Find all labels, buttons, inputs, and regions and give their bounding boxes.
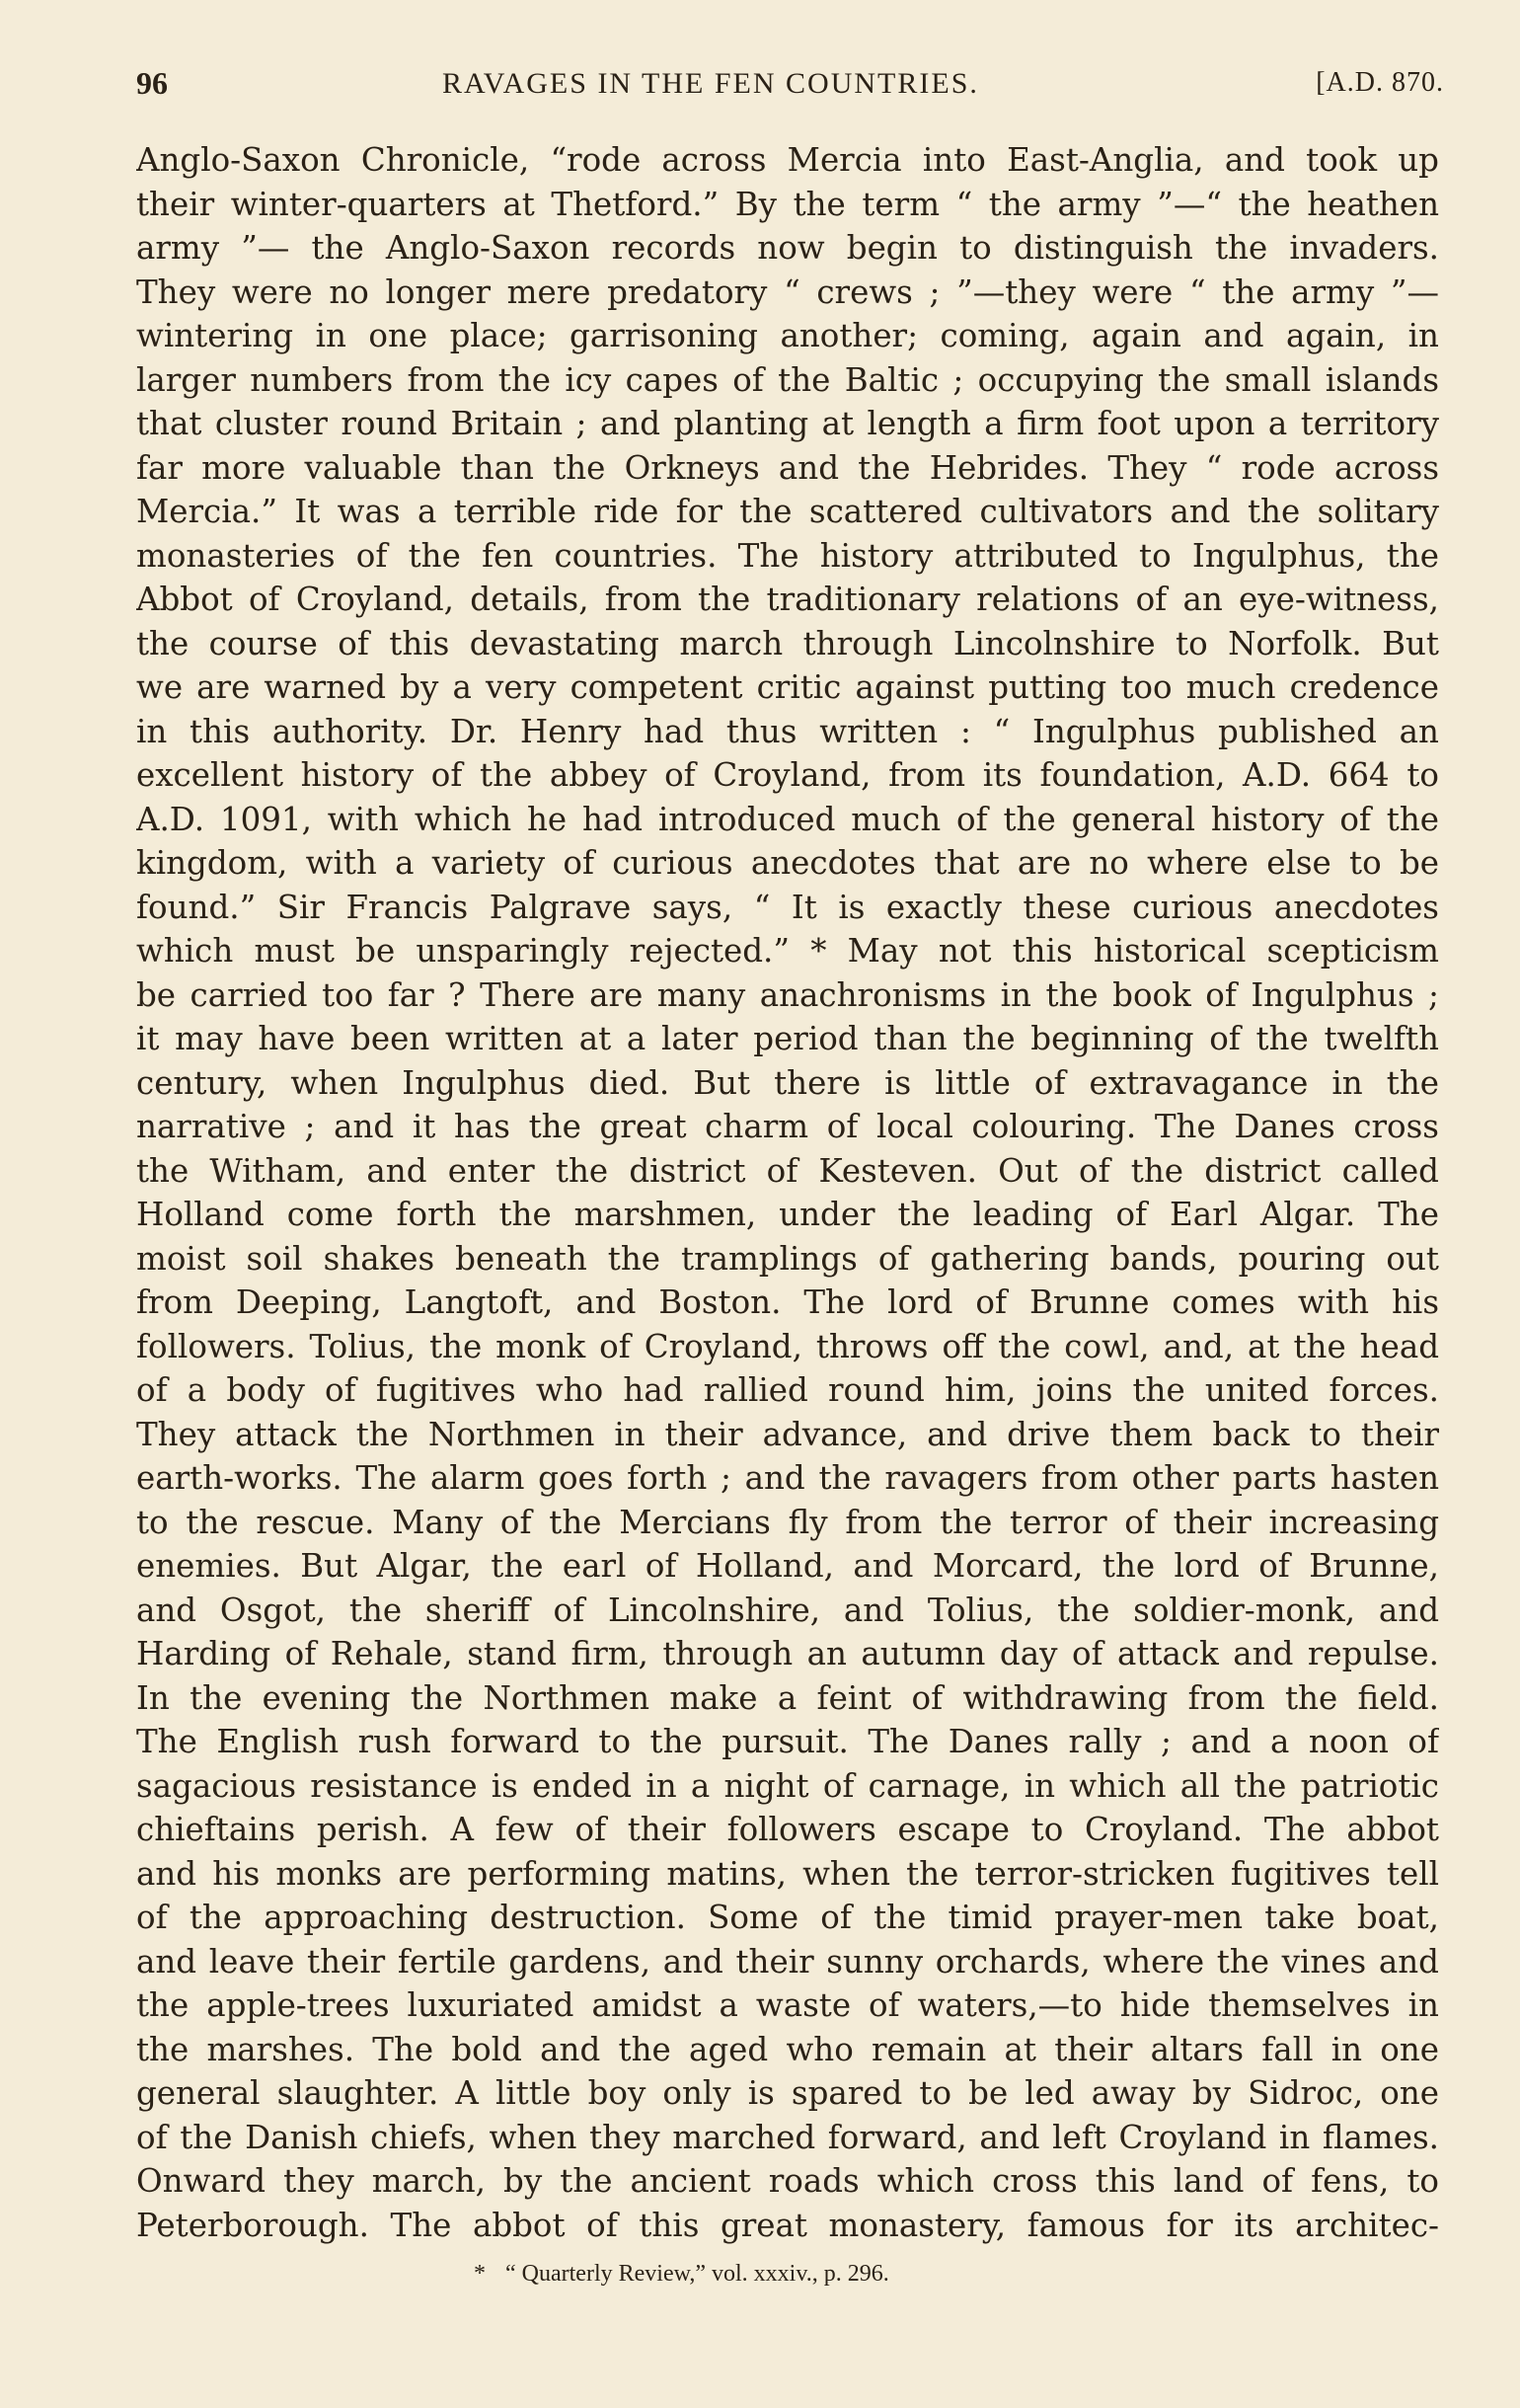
text-line: Mercia.” It was a terrible ride for the scattered cultivators and the solitary <box>136 493 1439 530</box>
text-line: be carried too far ? There are many anachronisms in the book of Ingulphus ; <box>136 975 1439 1014</box>
text-line: of the approaching destruction. Some of the timid prayer-men take boat, <box>136 1899 1439 1936</box>
text-line: chieftains perish. A few of their followers escape to Croyland. The abbot <box>136 1811 1439 1848</box>
text-line: Anglo-Saxon Chronicle, “rode across Mercia into East-Anglia, and took up <box>136 141 1439 179</box>
footnote-text: “ Quarterly Review,” vol. xxxiv., p. 296. <box>505 2261 889 2287</box>
text-line: Onward they march, by the ancient roads which cross this land of fens, to <box>136 2162 1439 2200</box>
text-line: A.D. 1091, with which he had introduced much of the general history of the <box>136 800 1439 838</box>
text-line: and leave their fertile gardens, and their sunny orchards, where the vines and <box>136 1942 1439 1981</box>
text-line: larger numbers from the icy capes of the Baltic ; occupying the small islands <box>136 360 1439 399</box>
text-line: it may have been written at a later period than the beginning of the twelfth <box>136 1020 1439 1057</box>
text-line: and his monks are performing matins, when the terror-stricken fugitives tell <box>136 1854 1439 1893</box>
footnote-mark: * <box>474 2261 486 2287</box>
text-line: and Osgot, the sheriff of Lincolnshire, and Tolius, the soldier-monk, and <box>136 1591 1439 1629</box>
text-line: excellent history of the abbey of Croyland, from its foundation, A.D. 664 to <box>136 756 1439 794</box>
date-reference: [A.D. 870. <box>1316 67 1444 98</box>
text-line: that cluster round Britain ; and planting at length a firm foot upon a territory <box>136 405 1439 442</box>
text-line: the marshes. The bold and the aged who remain at their altars fall in one <box>136 2030 1439 2068</box>
text-line: In the evening the Northmen make a feint of withdrawing from the field. <box>136 1678 1439 1717</box>
text-line: general slaughter. A little boy only is spared to be led away by Sidroc, one <box>136 2074 1439 2112</box>
text-line: The English rush forward to the pursuit. The Danes rally ; and a noon of <box>136 1723 1439 1760</box>
text-line: the course of this devastating march through Lincolnshire to Norfolk. But <box>136 624 1439 662</box>
text-line: century, when Ingulphus died. But there is little of extravagance in the <box>136 1063 1439 1102</box>
footnote <box>474 2261 889 2288</box>
page-header <box>136 65 1444 115</box>
text-line: Peterborough. The abbot of this great monastery, famous for its architec- <box>136 2206 1439 2244</box>
text-line: their winter-quarters at Thetford.” By the term “ the army ”—“ the heathen <box>136 185 1439 223</box>
text-line: Abbot of Croyland, details, from the traditionary relations of an eye-witness, <box>136 581 1439 618</box>
body-text <box>136 138 1439 2247</box>
page-number: 96 <box>136 65 168 101</box>
text-line: monasteries of the fen countries. The history attributed to Ingulphus, the <box>136 536 1439 575</box>
text-line: found.” Sir Francis Palgrave says, “ It is exactly these curious anecdotes <box>136 888 1439 926</box>
text-line: of the Danish chiefs, when they marched forward, and left Croyland in flames. <box>136 2118 1439 2156</box>
running-title: RAVAGES IN THE FEN COUNTRIES. <box>442 67 979 100</box>
text-line: earth-works. The alarm goes forth ; and the ravagers from other parts hasten <box>136 1459 1439 1497</box>
text-line: which must be unsparingly rejected.” * May not this historical scepticism <box>136 932 1439 970</box>
text-line: Harding of Rehale, stand firm, through an autumn day of attack and repulse. <box>136 1635 1439 1672</box>
text-line: Holland come forth the marshmen, under the leading of Earl Algar. The <box>136 1196 1439 1233</box>
text-line: followers. Tolius, the monk of Croyland, throws off the cowl, and, at the head <box>136 1327 1439 1365</box>
text-line: to the rescue. Many of the Mercians fly from the terror of their increasing <box>136 1503 1439 1541</box>
text-line: the Witham, and enter the district of Kesteven. Out of the district called <box>136 1151 1439 1190</box>
text-line: kingdom, with a variety of curious anecdotes that are no where else to be <box>136 844 1439 882</box>
text-line: the apple-trees luxuriated amidst a waste of waters,—to hide themselves in <box>136 1986 1439 2024</box>
text-line: we are warned by a very competent critic against putting too much credence <box>136 668 1439 706</box>
text-line: army ”— the Anglo-Saxon records now begin to distinguish the invaders. <box>136 229 1439 267</box>
text-line: They were no longer mere predatory “ crews ; ”—they were “ the army ”— <box>136 272 1439 311</box>
text-line: far more valuable than the Orkneys and the Hebrides. They “ rode across <box>136 448 1439 487</box>
text-line: wintering in one place; garrisoning another; coming, again and again, in <box>136 317 1439 354</box>
text-line: of a body of fugitives who had rallied round him, joins the united forces. <box>136 1371 1439 1409</box>
text-line: moist soil shakes beneath the tramplings of gathering bands, pouring out <box>136 1239 1439 1278</box>
text-line: in this authority. Dr. Henry had thus written : “ Ingulphus published an <box>136 712 1439 750</box>
text-line: They attack the Northmen in their advance, and drive them back to their <box>136 1415 1439 1453</box>
text-line: narrative ; and it has the great charm of local colouring. The Danes cross <box>136 1108 1439 1145</box>
text-line: sagacious resistance is ended in a night of carnage, in which all the patriotic <box>136 1766 1439 1805</box>
text-line: enemies. But Algar, the earl of Holland, and Morcard, the lord of Brunne, <box>136 1547 1439 1585</box>
text-line: from Deeping, Langtoft, and Boston. The lord of Brunne comes with his <box>136 1283 1439 1321</box>
